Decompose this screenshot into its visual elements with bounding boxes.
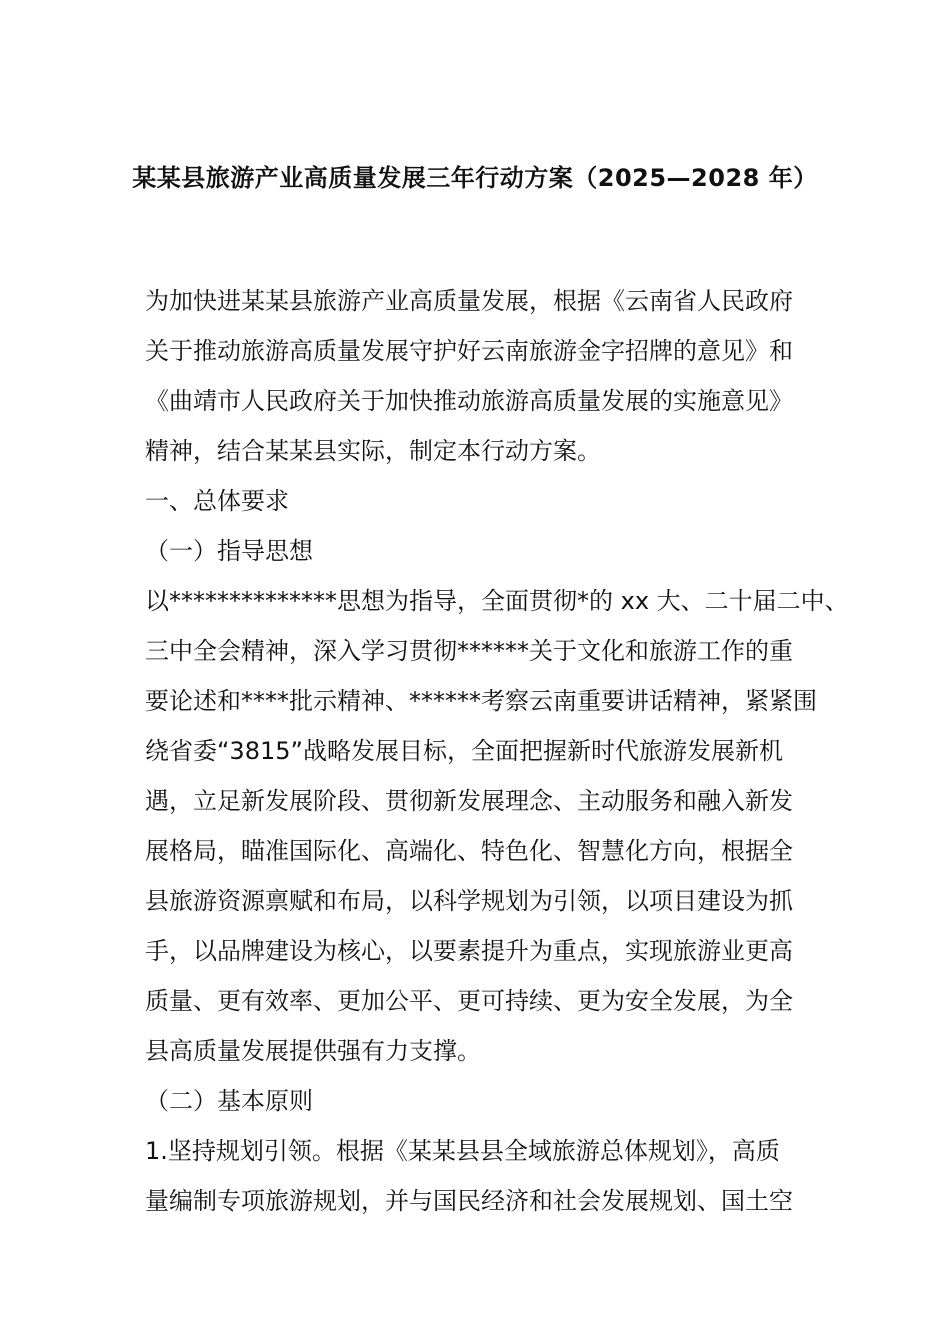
subsection-heading: （二）基本原则 [145,1087,313,1115]
section-heading: 一、总体要求 [145,487,289,515]
paragraph-line: 遇，立足新发展阶段、贯彻新发展理念、主动服务和融入新发 [145,787,793,815]
paragraph-line: 展格局，瞄准国际化、高端化、特色化、智慧化方向，根据全 [145,837,793,865]
paragraph-line: 要论述和****批示精神、******考察云南重要讲话精神，紧紧围 [145,687,817,715]
document-title: 某某县旅游产业高质量发展三年行动方案（2025—2028 年） [132,164,818,192]
subsection-heading: （一）指导思想 [145,537,313,565]
paragraph-line: 《曲靖市人民政府关于加快推动旅游高质量发展的实施意见》 [145,387,793,415]
document-body [145,276,849,1226]
paragraph-line: 精神，结合某某县实际，制定本行动方案。 [145,437,601,465]
paragraph-line: 县高质量发展提供强有力支撑。 [145,1037,481,1065]
paragraph-line: 以**************思想为指导，全面贯彻*的 xx 大、二十届二中、 [145,587,849,615]
paragraph-line: 为加快进某某县旅游产业高质量发展，根据《云南省人民政府 [145,287,793,315]
paragraph-line: 1.坚持规划引领。根据《某某县县全域旅游总体规划》，高质 [145,1137,780,1165]
paragraph-line: 三中全会精神，深入学习贯彻******关于文化和旅游工作的重 [145,637,793,665]
paragraph-line: 绕省委“3815”战略发展目标，全面把握新时代旅游发展新机 [145,737,783,765]
paragraph-line: 关于推动旅游高质量发展守护好云南旅游金字招牌的意见》和 [145,337,793,365]
paragraph-line: 手，以品牌建设为核心，以要素提升为重点，实现旅游业更高 [145,937,793,965]
paragraph-line: 质量、更有效率、更加公平、更可持续、更为安全发展，为全 [145,987,793,1015]
paragraph-line: 县旅游资源禀赋和布局，以科学规划为引领，以项目建设为抓 [145,887,793,915]
paragraph-line: 量编制专项旅游规划，并与国民经济和社会发展规划、国土空 [145,1187,793,1215]
